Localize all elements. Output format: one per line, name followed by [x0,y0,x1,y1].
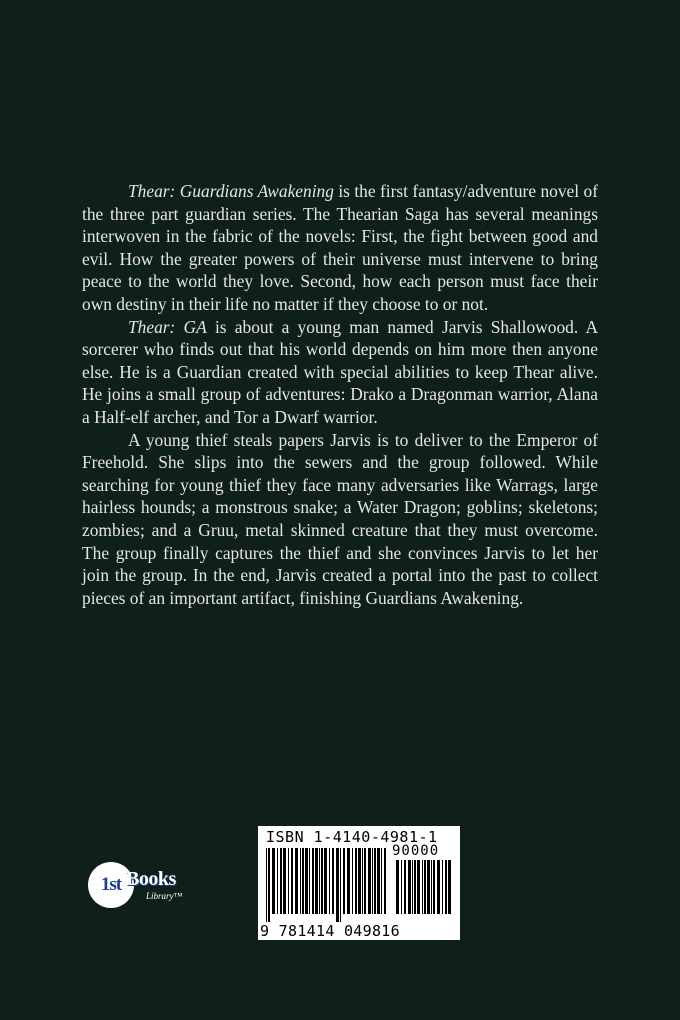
barcode-bar [448,860,451,914]
book-title-short: Thear: GA [128,316,207,337]
blurb-paragraph-3: A young thief steals papers Jarvis is to deliver to the Emperor of Freehold. She slips into the sewers and the group followed. While searching for young thief they face many adversaries like Warrags, large hairless hounds; a monstrous snake; a Water Dragon; goblins; skeletons; zombies; and a Gruu, metal skinned creature that they must overcome. The group finally captures the thief and she convinces Jarvis to let her join the group. In the end, Jarvis created a portal into the past to collect pieces of an important artifact, finishing Guardians Awakening. [82,429,598,608]
publisher-logo [88,862,192,910]
barcode-bar [321,848,323,914]
isbn-number: ISBN 1-4140-4981-1 [266,828,438,846]
barcode-bar [295,848,298,914]
barcode-bar [401,860,402,914]
barcode-bar [414,860,416,914]
barcode-bar [291,848,293,914]
logo-circle: 1st [88,862,134,908]
barcode-bar [417,860,420,914]
barcode-bar [384,848,386,914]
barcode-bar [352,848,353,914]
barcode-bar [268,848,270,922]
barcode-bar [377,848,380,914]
barcode-bar [305,848,308,914]
logo-word: Books [126,868,176,890]
barcode-bar [336,848,339,922]
book-title: Thear: Guardians Awakening [128,181,334,201]
barcode-bar [343,848,345,914]
barcode-bar [309,848,310,914]
barcode-bar [277,848,278,914]
barcode-bar [442,860,443,914]
barcode-bar [266,848,267,922]
barcode-bar [408,860,411,914]
price-code: 90000 [392,843,440,859]
isbn-barcode [258,826,460,940]
barcode-bar [355,848,357,914]
barcode-bar [364,848,366,914]
barcode-bar [300,848,301,914]
barcode-bar [422,860,423,914]
barcode-bar [362,848,363,914]
barcode-bar [272,848,275,914]
blurb-paragraph-1: Thear: Guardians Awakening is the first fantasy/adventure novel of the three part guardian series. The Thearian Saga has several meanings interwoven in the fabric of the novels: First, the fight between good and evil. How the greater powers of their universe must intervene to bring peace to the world they love. Second, how each person must face their own destiny in their life no matter if they choose to or not. [82,181,598,314]
barcode-bar [340,848,341,922]
addon-barcode-bars [396,860,452,922]
barcode-bar [412,860,413,914]
barcode-bar [404,860,406,914]
barcode-bar [283,848,286,914]
barcode-bar [358,848,361,914]
barcode-bar [329,848,330,914]
barcode-bar [396,860,399,914]
barcode-bar [427,860,430,914]
barcode-bar [302,848,304,914]
barcode-bar [324,848,327,914]
barcode-bar [315,848,318,914]
ean-number: 9 781414 049816 [260,922,400,940]
back-cover-blurb [82,180,598,609]
logo-subtitle: Library™ [146,891,183,901]
barcode-bar [312,848,314,914]
barcode-bar [445,860,447,914]
barcode-bar [319,848,320,914]
ean-barcode-bars [266,848,390,922]
barcode-bar [431,860,432,914]
barcode-bar [332,848,334,914]
blurb-paragraph-2: Thear: GA is about a young man named Jarvis Shallowood. A sorcerer who finds out that his world depends on him more then anyone else. He is a Guardian created with special abilities to keep Thear alive. He joins a small group of adventures: Drako a Dragonman warrior, Alana a Half-elf archer, and Tor a Dwarf warrior. [82,316,599,427]
barcode-bar [433,860,435,914]
barcode-bar [288,848,289,914]
barcode-bar [280,848,282,914]
barcode-bar [381,848,382,914]
barcode-bar [368,848,371,914]
barcode-bar [372,848,373,914]
barcode-bar [437,860,440,914]
barcode-bar [424,860,426,914]
barcode-bar [374,848,376,914]
barcode-bar [347,848,350,914]
